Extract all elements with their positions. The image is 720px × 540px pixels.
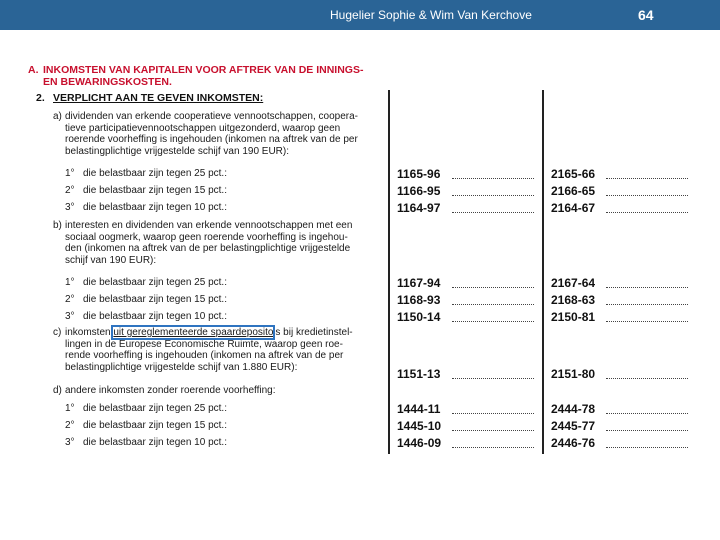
amount-field-left[interactable] xyxy=(452,195,534,196)
item-text: die belastbaar zijn tegen 10 pct.: xyxy=(83,437,227,448)
list-item xyxy=(65,168,227,180)
item-text: die belastbaar zijn tegen 25 pct.: xyxy=(83,168,227,179)
para-line: inkomsten xyxy=(65,327,114,338)
code-right: 2168-63 xyxy=(551,293,596,307)
para-line: lingen in de Europese Economische Ruimte, waarop geen roe- xyxy=(65,338,343,350)
group-label: d) xyxy=(53,385,62,396)
item-ordinal: 3° xyxy=(65,437,75,448)
amount-field-right[interactable] xyxy=(606,287,688,288)
code-left: 1446-09 xyxy=(397,436,442,450)
subsection-number: 2. xyxy=(36,92,45,104)
list-item xyxy=(65,420,227,432)
page-number: 64 xyxy=(638,7,654,23)
code-right: 2167-64 xyxy=(551,276,596,290)
code-right: 2446-76 xyxy=(551,436,596,450)
item-ordinal: 2° xyxy=(65,185,75,196)
code-right: 2151-80 xyxy=(551,367,596,381)
list-item xyxy=(65,202,227,214)
para-line: 's bij kredietinstel- xyxy=(273,327,353,338)
item-ordinal: 2° xyxy=(65,294,75,305)
para-line: interesten en dividenden van erkende vennootschappen met een xyxy=(65,220,353,231)
group-d-description xyxy=(53,385,383,397)
section-title-line1: INKOMSTEN VAN KAPITALEN VOOR AFTREK VAN DE INNINGS- xyxy=(43,64,364,76)
item-ordinal: 3° xyxy=(65,202,75,213)
para-line: tieve participatievennootschappen uitgezonderd, waarop geen xyxy=(65,122,341,134)
author-credit: Hugelier Sophie & Wim Van Kerchove xyxy=(330,8,532,22)
list-item xyxy=(65,277,227,289)
para-line: andere inkomsten zonder roerende voorheffing: xyxy=(65,385,276,396)
item-text: die belastbaar zijn tegen 15 pct.: xyxy=(83,420,227,431)
amount-field-left[interactable] xyxy=(452,430,534,431)
item-text: die belastbaar zijn tegen 10 pct.: xyxy=(83,202,227,213)
code-left: 1167-94 xyxy=(397,276,441,290)
code-right: 2445-77 xyxy=(551,419,596,433)
item-text: die belastbaar zijn tegen 25 pct.: xyxy=(83,277,227,288)
item-ordinal: 1° xyxy=(65,277,75,288)
amount-field-left[interactable] xyxy=(452,212,534,213)
code-right: 2150-81 xyxy=(551,310,596,324)
amount-field-right[interactable] xyxy=(606,321,688,322)
code-left: 1444-11 xyxy=(397,402,441,416)
code-right: 2166-65 xyxy=(551,184,596,198)
section-title-line2: EN BEWARINGSKOSTEN. xyxy=(43,76,172,88)
column-divider-right xyxy=(542,90,544,454)
code-right: 2165-66 xyxy=(551,167,596,181)
para-line: sociaal oogmerk, waarop geen roerende voorheffing is ingehou- xyxy=(65,231,348,243)
para-line: schijf van 190 EUR): xyxy=(65,254,157,266)
item-ordinal: 1° xyxy=(65,168,75,179)
code-left: 1166-95 xyxy=(397,184,441,198)
list-item xyxy=(65,403,227,415)
item-text: die belastbaar zijn tegen 15 pct.: xyxy=(83,294,227,305)
code-left: 1150-14 xyxy=(397,310,441,324)
section-title xyxy=(28,64,363,88)
code-right: 2164-67 xyxy=(551,201,596,215)
column-divider-left xyxy=(388,90,390,454)
code-left: 1151-13 xyxy=(397,367,441,381)
code-left: 1164-97 xyxy=(397,201,441,215)
subsection-title xyxy=(36,92,263,104)
amount-field-right[interactable] xyxy=(606,430,688,431)
group-label: a) xyxy=(53,111,62,122)
amount-field-left[interactable] xyxy=(452,413,534,414)
code-left: 1445-10 xyxy=(397,419,442,433)
amount-field-right[interactable] xyxy=(606,304,688,305)
group-label: c) xyxy=(53,327,62,338)
amount-field-left[interactable] xyxy=(452,447,534,448)
amount-field-right[interactable] xyxy=(606,447,688,448)
list-item xyxy=(65,311,227,323)
list-item xyxy=(65,185,227,197)
para-line: dividenden van erkende cooperatieve vennootschappen, coopera- xyxy=(65,111,358,122)
highlighted-phrase[interactable]: uit gereglementeerde spaardeposito xyxy=(113,327,274,338)
amount-field-left[interactable] xyxy=(452,178,534,179)
slide-header-bar xyxy=(0,0,720,30)
code-right: 2444-78 xyxy=(551,402,596,416)
para-line: belastingplichtige vrijgestelde schijf van 1.880 EUR): xyxy=(65,361,298,373)
code-left: 1165-96 xyxy=(397,167,441,181)
group-c-description xyxy=(53,327,383,373)
item-ordinal: 1° xyxy=(65,403,75,414)
group-b-description xyxy=(53,220,383,266)
amount-field-right[interactable] xyxy=(606,178,688,179)
para-line: belastingplichtige vrijgestelde schijf van 190 EUR): xyxy=(65,145,290,157)
list-item xyxy=(65,294,227,306)
amount-field-left[interactable] xyxy=(452,321,534,322)
group-label: b) xyxy=(53,220,62,231)
code-left: 1168-93 xyxy=(397,293,441,307)
amount-field-right[interactable] xyxy=(606,195,688,196)
amount-field-right[interactable] xyxy=(606,413,688,414)
para-line: roerende voorheffing is ingehouden (inkomen na aftrek van de per xyxy=(65,134,358,145)
item-text: die belastbaar zijn tegen 25 pct.: xyxy=(83,403,227,414)
section-letter: A. xyxy=(28,64,39,76)
para-line: den (inkomen na aftrek van de per belastingplichtige vrijgestelde xyxy=(65,243,351,254)
item-text: die belastbaar zijn tegen 15 pct.: xyxy=(83,185,227,196)
amount-field-left[interactable] xyxy=(452,287,534,288)
item-ordinal: 3° xyxy=(65,311,75,322)
list-item xyxy=(65,437,227,449)
subsection-title-text: VERPLICHT AAN TE GEVEN INKOMSTEN: xyxy=(53,92,264,104)
amount-field-left[interactable] xyxy=(452,304,534,305)
item-ordinal: 2° xyxy=(65,420,75,431)
item-text: die belastbaar zijn tegen 10 pct.: xyxy=(83,311,227,322)
para-line: rende voorheffing is ingehouden (inkomen na aftrek van de per xyxy=(65,350,344,361)
amount-field-right[interactable] xyxy=(606,212,688,213)
group-a-description xyxy=(53,111,383,157)
amount-field-left[interactable] xyxy=(452,378,534,379)
amount-field-right[interactable] xyxy=(606,378,688,379)
